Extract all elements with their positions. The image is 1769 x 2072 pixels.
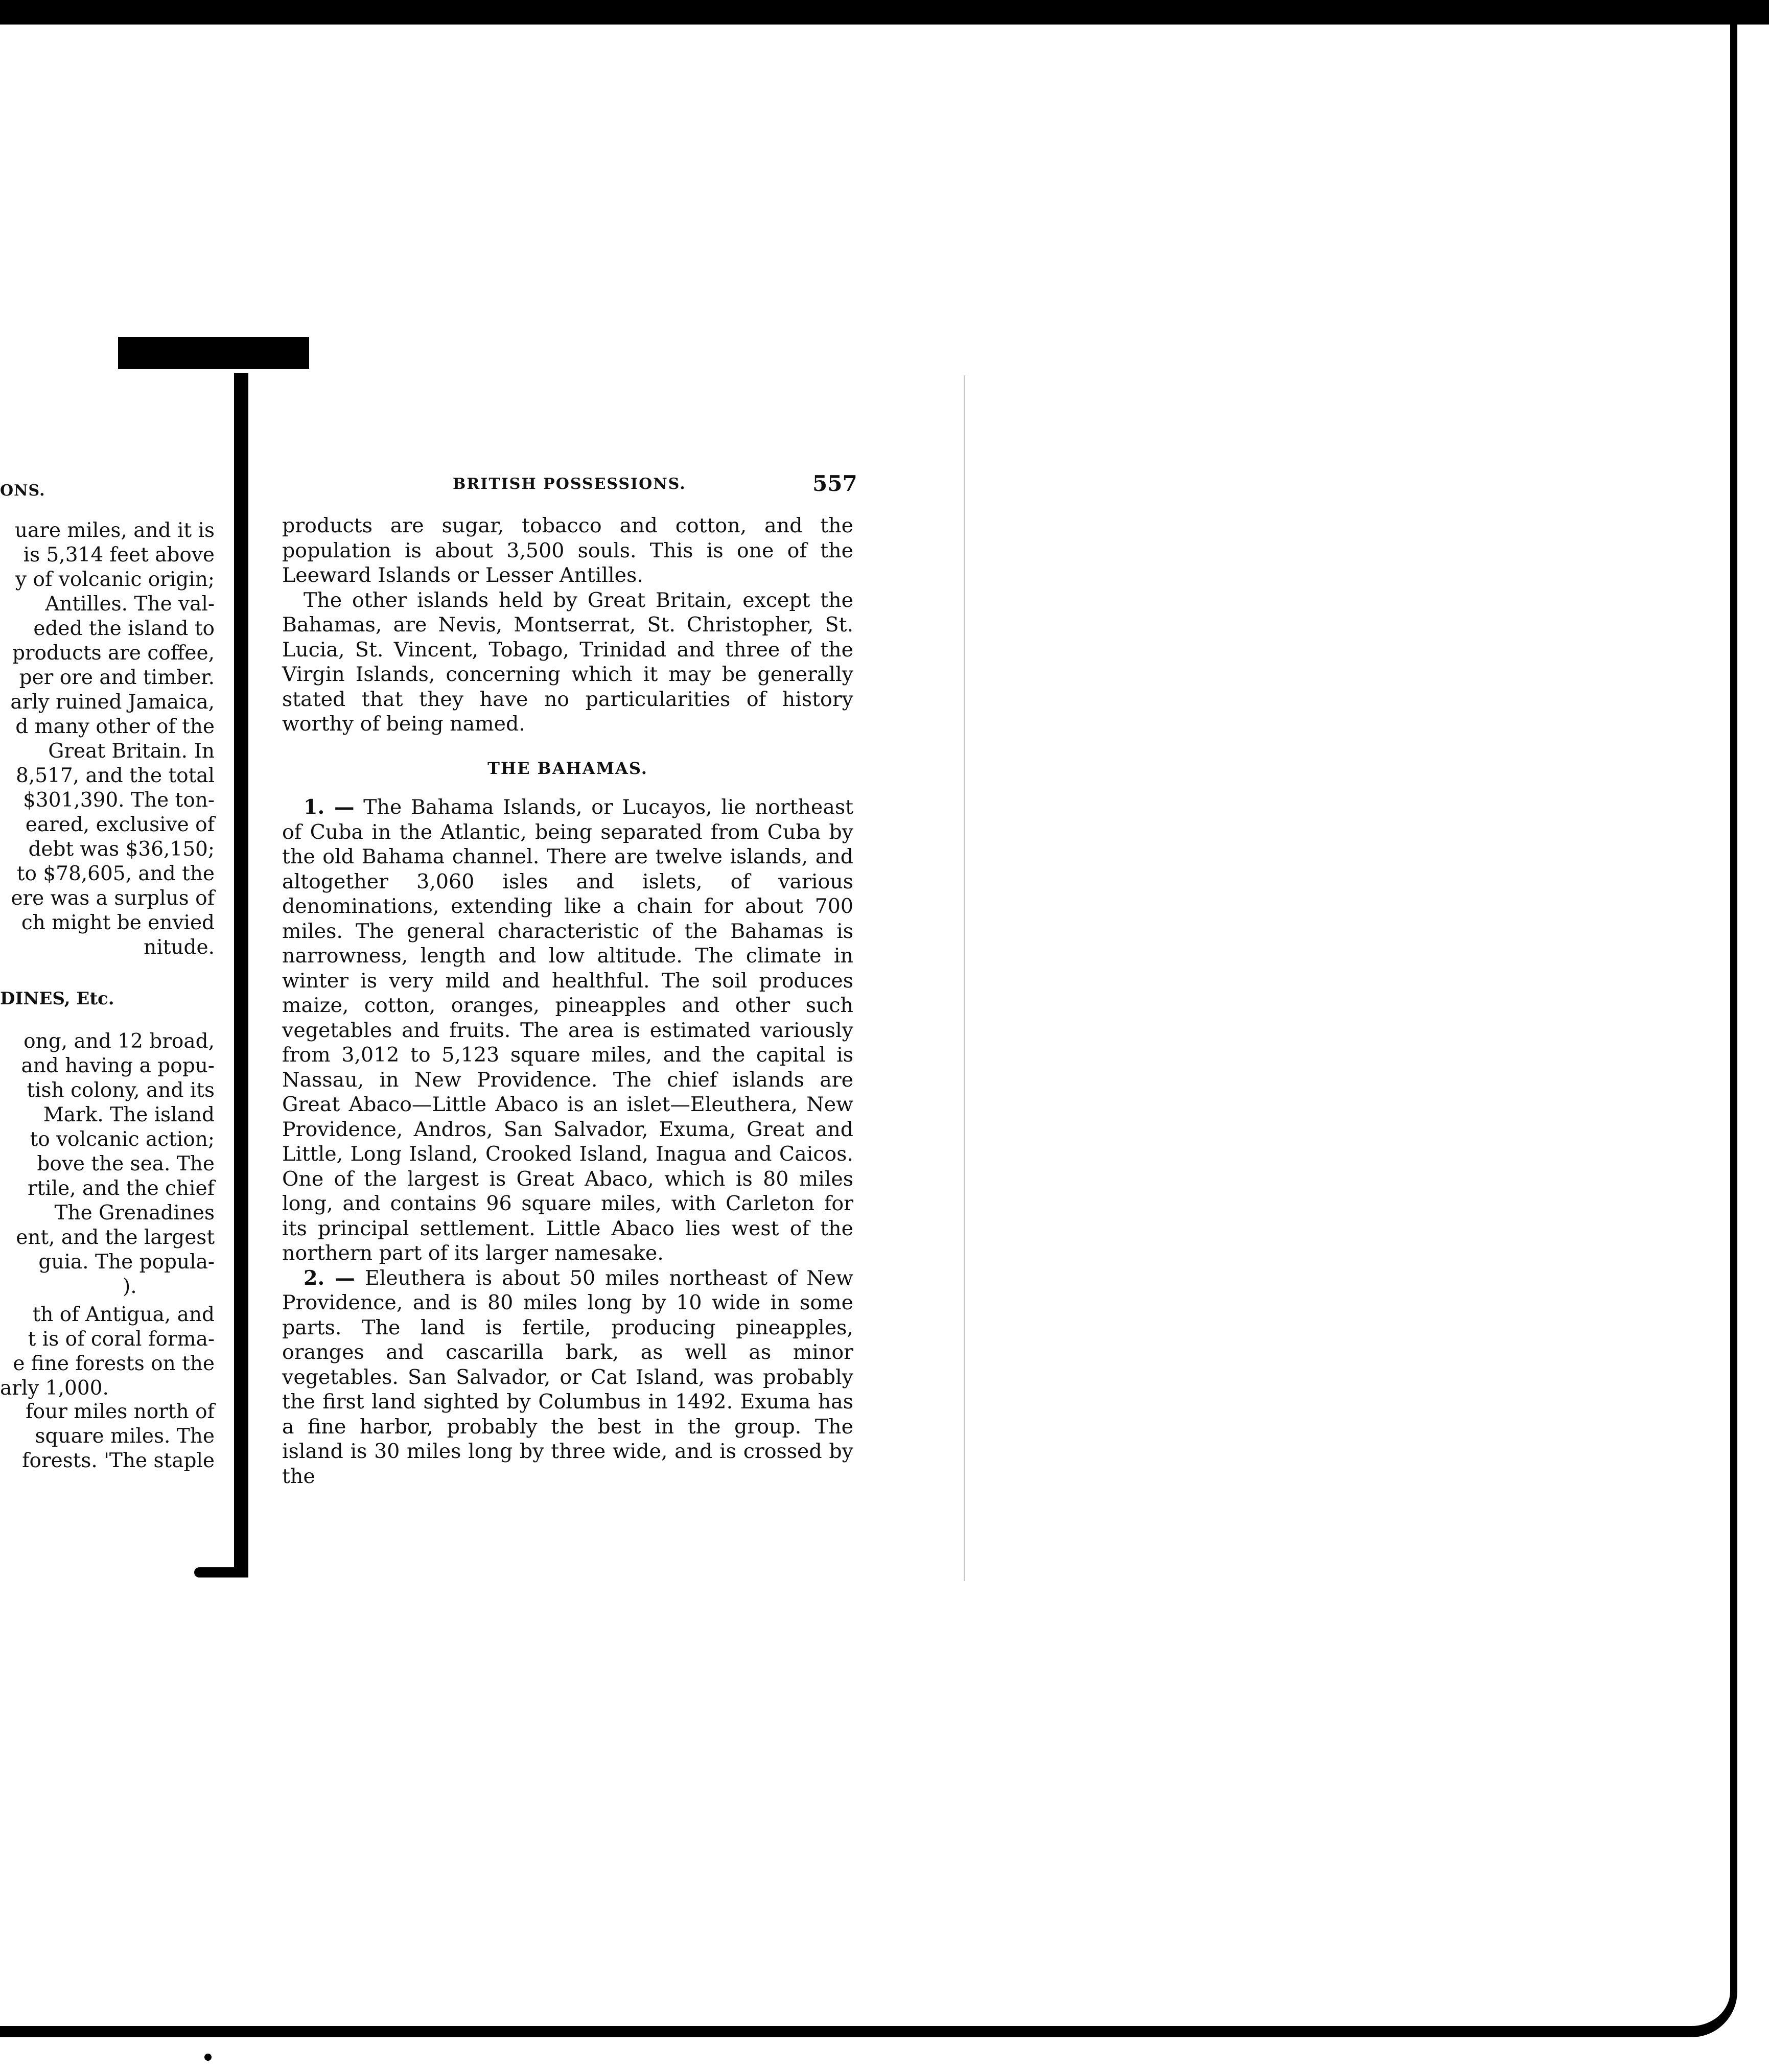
text-line: square miles. The [35,1425,215,1448]
film-top-border [0,0,1769,25]
paragraph-2 [282,1266,853,1489]
text-line: debt was $36,150; [28,838,215,861]
text-line: y of volcanic origin; [15,568,215,591]
running-head: BRITISH POSSESSIONS. [453,475,686,493]
text-line: ). [123,1275,137,1298]
text-line: eared, exclusive of [25,813,215,836]
text-line: products are coffee, [12,642,215,665]
text-line: forests. 'The staple [22,1449,215,1472]
left-page-text [0,519,215,960]
left-running-head: ONS. [0,482,45,500]
text-line: four miles north of [26,1400,215,1423]
paragraph-text: The Bahama Islands, or Lucayos, lie northeast of Cuba in the Atlantic, being separated from Cuba by the old Bahama channel. There are twelve islands, and altogether 3,060 isles and islets, of various denominations, extending like a chain for about 700 miles. The general characteristic of the Bahamas is narrowness, length and low altitude. The climate in winter is very mild and healthful. The soil produces maize, cotton, oranges, pineapples and other such vegetables and fruits. The area is estimated variously from 3,012 to 5,123 square miles, and the capital is Nassau, in New Providence. The chief islands are Great Abaco—Little Abaco is an islet—Eleuthera, New Providence, Andros, San Salvador, Exuma, Great and Little, Long Island, Crooked Island, Inagua and Caicos. One of the largest is Great Abaco, which is 80 miles long, and contains 96 square miles, with Carleton for its principal settlement. Little Abaco lies west of the northern part of its larger namesake. [282,795,853,1265]
text-line: ent, and the largest [16,1226,215,1249]
right-page [248,375,965,1581]
paragraph-continued: products are sugar, tobacco and cotton, and the population is about 3,500 souls. This is one of the Leeward Islands or Lesser Antilles. [282,514,853,587]
text-line: ong, and 12 broad, [24,1030,215,1053]
left-page-text-3 [0,1303,215,1401]
text-line: per ore and timber. [19,666,215,689]
text-line: is 5,314 feet above [23,544,215,567]
text-line: Antilles. The val- [45,593,215,616]
text-line: nitude. [144,936,215,959]
text-line: d many other of the [15,715,215,738]
text-line: th of Antigua, and [32,1303,215,1326]
text-line: arly 1,000. [0,1377,109,1400]
page-number: 557 [812,471,857,496]
book-spine [234,373,248,1576]
left-page [0,375,230,1581]
book-clip [118,337,309,369]
text-line: Mark. The island [43,1103,215,1126]
text-line: guia. The popula- [38,1251,215,1274]
text-line: tish colony, and its [27,1079,215,1102]
paragraph-number: 1. — [304,795,355,819]
right-page-text [282,513,853,1489]
section-title: THE BAHAMAS. [487,758,648,778]
text-line: ere was a surplus of [11,887,215,910]
text-line: rtile, and the chief [27,1177,215,1200]
text-line: Great Britain. In [48,740,215,763]
text-line: and having a popu- [21,1054,215,1077]
text-line: to $78,605, and the [16,862,215,885]
left-subheading: DINES, Etc. [0,988,114,1009]
film-speck [1732,1722,1736,1742]
text-line: e fine forests on the [13,1352,215,1375]
text-line: t is of coral forma- [28,1328,215,1351]
text-line: arly ruined Jamaica, [10,691,215,714]
text-line: The Grenadines [54,1202,215,1225]
paragraph-other-islands: The other islands held by Great Britain, except the Bahamas, are Nevis, Montserrat, St. Christopher, St. Lucia, St. Vincent, Tobago, Trinidad and three of the Virgin Islands, concerning which it may be generally stated that they have no particularities of history worthy of being named. [282,588,853,736]
left-page-text-4 [0,1400,215,1473]
text-line: bove the sea. The [37,1152,215,1175]
text-line: ch might be envied [21,911,215,934]
text-line: uare miles, and it is [14,519,215,542]
paragraph-text: Eleuthera is about 50 miles northeast of New Providence, and is 80 miles long by 10 wide in some parts. The land is fertile, producing pineapples, oranges and cascarilla bark, as well as minor vegetables. San Salvador, or Cat Island, was probably the first land sighted by Columbus in 1492. Exuma has a fine harbor, probably the best in the group. The island is 30 miles long by three wide, and is crossed by the [282,1266,853,1488]
paragraph-number: 2. — [304,1266,355,1290]
text-line: $301,390. The ton- [23,789,215,812]
left-page-text-2 [0,1029,215,1299]
text-line: to volcanic action; [30,1128,215,1151]
paragraph-1 [282,795,853,1266]
text-line: 8,517, and the total [16,764,215,787]
film-speck [204,2054,212,2061]
text-line: eded the island to [33,617,215,640]
